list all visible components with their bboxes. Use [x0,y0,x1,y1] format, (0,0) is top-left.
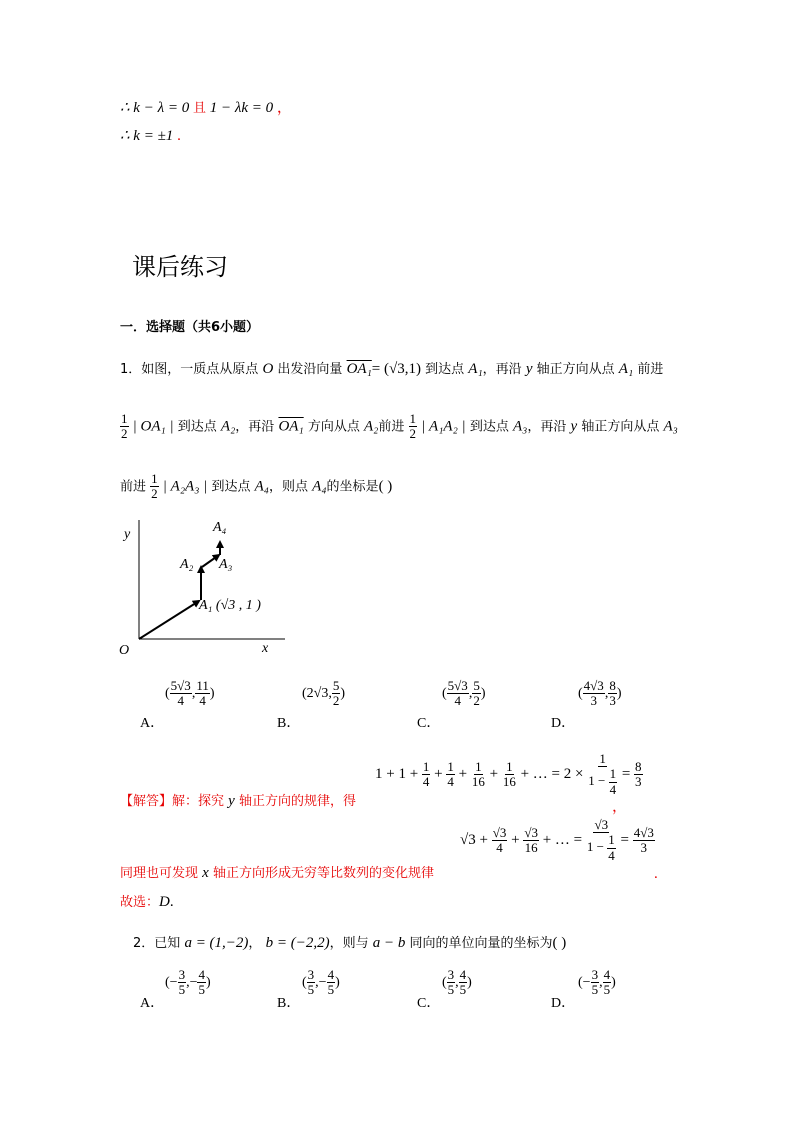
q1-abs-a2a3: | A₂A₃ | [162,478,208,495]
paren: ) [209,686,215,702]
frac-den: 5 [459,982,467,998]
q1-line-2 [120,412,678,442]
q2-text: ， [248,936,262,951]
eq-text: 1 − [586,839,604,855]
paren: ) [335,975,340,991]
solution-line-1 [120,96,292,117]
paren: (− [578,975,591,991]
q2-vector-a: a = (1,−2) [184,935,249,951]
frac-num: 5 [473,678,480,693]
solution-punct-1: ， [276,100,292,116]
section-title: 课后练习 [132,253,228,281]
frac-den: 5 [307,982,315,998]
q1-text: 的坐标是 [326,479,379,495]
frac-num: √3 [524,824,538,840]
frac-num: 5√3 [447,678,468,693]
frac [422,760,431,790]
frac-den: 5 [198,982,205,998]
frac [327,968,336,998]
q1-vector-oa1: OA₁ [278,418,304,435]
q1-option-d-expr [578,679,621,709]
equals: = [621,765,631,782]
frac-den: 4 [454,693,461,709]
frac-num: 1 [121,411,128,426]
frac-num: 4 [603,967,611,982]
answer-line-2 [120,862,434,882]
answer-axis: x [202,865,209,881]
frac-den: 3 [590,693,597,709]
frac-den: 2 [473,693,480,709]
comma: , [604,686,609,702]
q2-option-c-expr [442,968,472,998]
q2-option-a-expr [165,968,211,998]
equals: = [620,831,629,848]
frac-num: 3 [178,967,186,982]
eq-text: + … = 2 × [520,765,584,782]
q1-text: 到达点 [177,419,217,435]
fig-origin-label: O [119,643,130,658]
frac-num: 1 [447,758,454,774]
answer-period: . [654,866,658,882]
frac-num: 3 [447,967,455,982]
q1-abs-a1a2: | A₁A₂ | [421,418,466,435]
frac [195,679,210,709]
paren: ( [442,686,447,702]
paren: ) [616,686,622,702]
frac [447,968,456,998]
q1-point: A₄ [312,478,327,495]
frac-num: 1 [475,758,482,774]
q1-option-b-letter[interactable]: B． [277,716,301,731]
solution-eq-2: ∴ k = ±1 [120,128,174,144]
comma: , [599,975,603,991]
q1-text: 到达点 [211,479,251,495]
frac [446,760,455,790]
eq-text: + … = [542,831,583,848]
q1-text: ，再沿 [482,362,522,377]
frac-num: 3 [591,967,599,982]
q1-half-fraction [120,412,129,442]
frac-num: 5 [332,678,340,693]
frac-den [587,767,618,797]
q1-point: A₁ [618,361,634,377]
q1-origin: O [262,361,274,377]
frac-den: 16 [502,773,516,789]
comma: , [191,686,196,702]
q2-option-b-expr [302,968,340,998]
answer-text: 同理也可发现 [120,866,199,881]
q1-point: A₁ [468,361,483,377]
q2-option-a-letter[interactable]: A． [140,996,165,1011]
q1-half-fraction [409,412,418,442]
q1-option-c-expr [442,679,485,709]
q1-option-c-letter[interactable]: C． [417,716,441,731]
frac-num: 11 [196,678,209,693]
frac-den: 5 [447,982,455,998]
answer-choice-line [120,891,174,911]
frac [583,679,605,709]
frac [502,760,517,790]
frac-den: 16 [471,773,485,789]
plus: + [511,831,520,848]
paren: ) [340,686,346,702]
q1-option-a-letter[interactable]: A． [140,716,165,731]
q2-number: 2． [133,936,155,951]
frac [492,826,508,856]
q1-point: A₄ [254,478,269,495]
frac-num: 1 [409,411,417,426]
frac [608,679,617,709]
frac-den: 16 [524,839,538,855]
frac [586,818,617,863]
comma: ,− [186,975,198,991]
q1-text: 出发沿向量 [277,362,343,377]
frac-den: 4 [609,781,617,797]
fig-a4-label: A₄ [213,520,227,535]
plus: + [434,765,443,782]
q1-answer-blank: ( ) [378,478,393,495]
q2-text: ，则与 [329,936,369,951]
answer-period: . [169,894,174,910]
q2-text: 同向的单位向量的坐标为 [409,936,553,951]
q1-line-1 [120,358,663,378]
frac-num: 1 [422,758,430,774]
q1-point: A₂ [363,418,379,435]
frac-num: 1 [609,766,617,782]
q1-option-d-letter[interactable]: D． [551,716,576,731]
frac [607,833,616,863]
frac-num: 1 [599,751,606,766]
vector-a2a3 [202,555,219,567]
frac-den: 2 [409,426,417,442]
plus: + [458,765,468,782]
frac [523,826,539,856]
q2-vector-b: b = (−2,2) [265,935,330,951]
q1-point: A₂ [220,418,236,435]
q1-text: 前进 [637,362,664,377]
answer-line-1 [120,790,356,810]
answer-text: 解：探究 [172,794,225,809]
frac-den: 5 [603,982,611,998]
frac-num: 5√3 [170,678,191,693]
frac-num: 1 [608,832,615,848]
q1-axis: y [570,418,578,435]
frac-den: 2 [332,693,340,709]
answer-eq-1 [375,752,643,797]
q1-text: 轴正方向从点 [581,419,660,435]
frac-num: 8 [609,678,616,693]
q1-eq: = (√3,1) [371,361,421,377]
answer-axis: y [228,793,235,809]
q1-text: 轴正方向从点 [536,362,615,377]
answer-text: 故选： [120,895,160,910]
frac [633,826,655,856]
q1-vector-oa1: OA₁ [346,361,372,377]
answer-text: 轴正方向的规律，得 [238,794,356,809]
section-heading: 一．选择题（共6小题） [120,320,260,335]
frac [472,679,481,709]
solution-eq-1a: ∴ k − λ = 0 [120,100,190,116]
eq-text: 1 + 1 + [375,765,419,782]
text: (2√3, [302,686,332,702]
solution-punct-2: . [177,128,181,144]
frac [447,679,469,709]
frac [634,760,643,790]
q1-line-3 [120,472,392,502]
q1-figure [115,515,295,660]
paren: ( [165,686,170,702]
answer-eq-2 [460,818,655,863]
fig-a3-label: A₃ [219,557,233,572]
q1-text: 到达点 [425,362,465,377]
q1-option-b-expr [302,679,345,709]
frac-num: 4√3 [583,678,604,693]
q1-half-fraction [150,472,159,502]
frac-num: 4√3 [633,824,654,840]
frac-num: 1 [151,471,158,486]
q1-point: A₃ [512,418,528,435]
frac [591,968,600,998]
frac-den: 5 [178,982,186,998]
frac [471,760,486,790]
q1-text: 前进 [378,419,405,435]
frac-den: 4 [422,773,430,789]
frac-den: 2 [121,426,128,442]
paren: ) [467,975,472,991]
fig-y-label: y [124,527,131,542]
paren: ( [442,975,447,991]
q1-text: ，则点 [269,479,309,495]
frac [197,968,206,998]
answer-tag: 【解答】 [120,794,173,809]
frac-den: 4 [496,839,503,855]
frac-num: √3 [492,824,507,840]
q2-text: 已知 [154,936,181,951]
frac-den: 3 [640,839,647,855]
frac-den: 4 [608,847,615,863]
q1-text: 方向从点 [307,419,360,435]
frac-num: 3 [307,967,315,982]
fig-a2-label: A₂ [180,557,194,572]
q1-text: 前进 [120,479,147,495]
q1-text: ，再沿 [527,419,567,435]
frac-den: 2 [151,486,158,502]
answer-comma: ， [612,799,628,815]
frac [170,679,192,709]
answer-choice: D [159,894,170,910]
eq-text: √3 + [460,831,488,848]
frac [178,968,187,998]
solution-conj: 且 [192,101,206,116]
q2-option-b-letter[interactable]: B． [277,996,301,1011]
q1-text: ，再沿 [235,419,275,435]
frac-den [586,833,617,863]
frac-num: 1 [506,758,513,774]
paren: ) [205,975,211,991]
frac [609,767,618,797]
frac-den: 4 [447,773,454,789]
plus: + [489,765,499,782]
q2-line-1 [133,932,566,952]
frac [603,968,612,998]
frac-den: 4 [199,693,206,709]
frac [459,968,468,998]
fig-x-label: x [262,641,269,656]
frac-num: 4 [459,967,467,982]
frac-num: √3 [594,817,609,832]
frac-den: 4 [177,693,184,709]
frac-den: 3 [635,773,642,789]
q2-answer-blank: ( ) [552,935,567,951]
fig-a1-label: A₁ (√3 , 1 ) [199,598,261,613]
solution-eq-1b: 1 − λk = 0 [209,100,274,116]
q1-axis: y [525,361,533,377]
q2-vector-diff: a − b [372,935,406,951]
comma: ,− [315,975,327,991]
frac-num: 4 [327,967,335,982]
vector-oa1 [139,601,199,639]
frac [587,752,618,797]
q1-abs-oa1: | OA₁ | [132,418,174,435]
paren: ) [480,686,486,702]
comma: , [468,686,473,702]
paren: ( [302,975,307,991]
frac-den: 5 [327,982,335,998]
solution-line-2 [120,126,181,145]
answer-text: 轴正方向形成无穷等比数列的变化规律 [212,866,434,881]
q2-option-d-expr [578,968,616,998]
q1-number: 1． [120,362,142,377]
q1-option-a-expr [165,679,215,709]
q2-option-c-letter[interactable]: C． [417,996,441,1011]
q2-option-d-letter[interactable]: D． [551,996,576,1011]
paren: (− [165,975,178,991]
q1-text: 到达点 [469,419,509,435]
frac-num: 8 [635,758,642,774]
paren: ) [611,975,616,991]
eq-text: 1 − [588,773,606,789]
q1-point: A₃ [663,418,678,435]
frac [307,968,316,998]
comma: , [455,975,459,991]
paren: ( [578,686,583,702]
frac-den: 3 [609,693,616,709]
frac-num: 4 [198,967,205,982]
q1-text: 如图，一质点从原点 [141,362,259,377]
frac-den: 5 [591,982,599,998]
